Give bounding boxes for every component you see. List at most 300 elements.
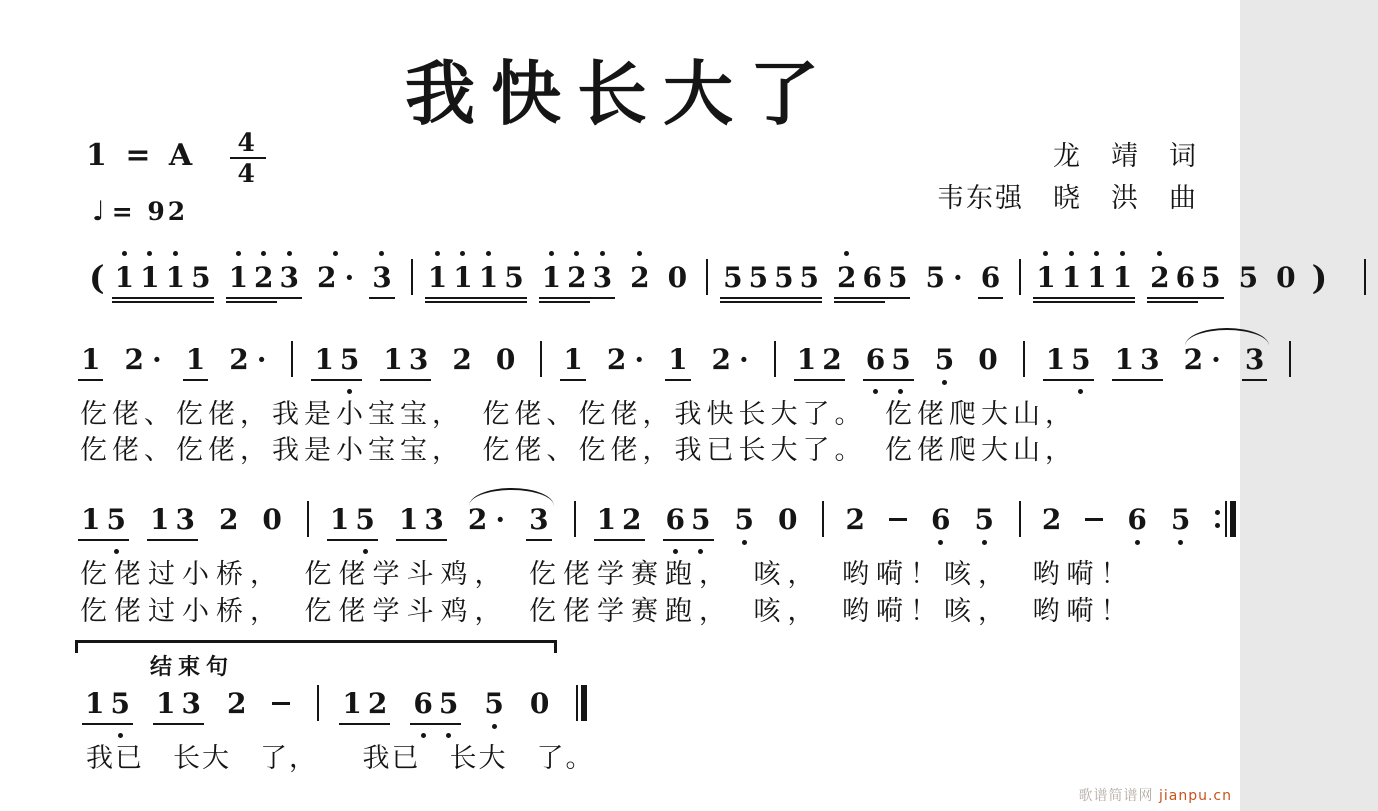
slot-mid [922,259,965,295]
beam-line [112,301,137,303]
note [501,248,526,317]
slot-mid [251,259,276,295]
beam-slot [224,721,249,733]
barline [1215,490,1236,559]
beam-slot [1236,295,1261,307]
beam-slot [396,537,421,549]
barline [574,490,576,559]
slot-mid [720,259,745,295]
beam-line [226,301,251,303]
beam-slot [594,537,619,549]
note [1198,248,1223,317]
beam-line [594,539,619,541]
octave-dot [486,251,491,256]
octave-dot [492,724,497,729]
barline [576,674,587,743]
note-digit: 1 [314,342,334,376]
bar-thin [540,341,542,377]
note-digit: 5 [774,260,794,294]
note-digit: 1 [1061,260,1082,294]
note-digit: 1 [155,686,176,720]
beam-line [82,723,107,725]
beam-slot [842,537,867,549]
barline-row [317,685,319,721]
slot-mid [797,259,822,295]
note [1173,248,1198,317]
slot-mid [339,685,364,721]
note [860,248,885,317]
beam-slot [688,537,713,549]
beam-slot [1168,537,1193,549]
barline [291,330,293,399]
note [277,248,302,317]
slot-mid [1236,259,1261,295]
note [163,248,188,317]
beam-slot [1059,295,1084,307]
note [978,248,1003,317]
octave-dot [435,251,440,256]
note-digit: 5 [484,686,504,720]
note [771,248,796,317]
lyricist-credit: 龙 靖 词 [1053,141,1198,172]
note-digit: 1 [342,686,362,720]
note [888,330,913,399]
bar-thick [1230,501,1236,537]
slot-top [251,248,276,259]
slot-top [594,490,619,501]
octave-dot [1078,389,1083,394]
beam-slot [527,721,552,733]
note [1039,490,1064,559]
slot-top [226,330,269,341]
note [604,330,647,399]
slot-mid [1110,259,1135,295]
slot-mid [539,259,564,295]
slot-top [78,330,103,341]
beam-slot [627,295,652,307]
beam-slot [436,721,461,733]
slot-top [406,330,431,341]
slot-top [775,490,800,501]
slot-mid [928,501,953,537]
note-digit: 3 [1140,342,1160,376]
note-digit: 5 [888,260,908,294]
beam-line [311,379,336,381]
beam-line [1112,379,1137,381]
slot-top [337,330,362,341]
slot-top [78,490,103,501]
slot-mid [1112,341,1137,377]
beam-line [103,539,128,541]
note-digit: 5 [748,260,769,294]
slot-top [1236,248,1261,259]
slot-mid [103,501,128,537]
octave-dot [742,540,747,545]
slot-top [277,248,302,259]
slot-mid [277,259,302,295]
note [1273,248,1298,317]
beam-slot [564,295,589,307]
slot-top [1112,330,1137,341]
beam-line [1147,297,1172,299]
note [1147,248,1172,317]
slot-mid [794,341,819,377]
slot-top [576,674,587,685]
note-digit: 0 [529,686,550,720]
note-digit: 0 [1276,260,1296,294]
slot-top [493,330,518,341]
beam-slot [590,295,615,307]
note-digit: 1 [85,686,105,720]
note-digit: 3 [592,260,613,294]
barline-row [1215,501,1236,537]
beam-line [590,297,615,299]
note-digit: 3 [408,342,429,376]
beam-line [226,297,251,299]
beam-slot [746,295,771,307]
slot-top [975,330,1000,341]
slot-top [450,248,475,259]
beam-slot [1082,537,1106,549]
beam-line [834,301,859,303]
slot-top [619,490,644,501]
note-digit: 5 [1071,342,1091,376]
note-digit: 3 [529,502,549,536]
beam-slot [291,377,293,389]
beam-slot [465,537,508,549]
note [1110,248,1135,317]
note [421,490,446,559]
beam-slot [663,537,688,549]
beam-line [251,297,276,299]
slot-mid [449,341,474,377]
slot-top [107,674,132,685]
note-digit: 2 [1150,260,1170,294]
note [975,330,1000,399]
beam-line [1084,297,1109,299]
barline-row [291,341,293,377]
slot-top [436,674,461,685]
beam-line [619,539,644,541]
note-digit: 1 [541,260,562,294]
bar-thin [574,501,576,537]
slot-mid [1019,259,1021,295]
note-digit: 2 [452,342,472,376]
bar-thin [1019,501,1021,537]
beam-line [1059,297,1084,299]
duration-dot: · [739,342,749,376]
beam-slot [619,537,644,549]
beam-slot [411,295,413,307]
note [251,248,276,317]
beam-slot [1068,377,1093,389]
note-digit: 2 [367,686,388,720]
slot-mid [863,341,888,377]
beam-slot [1023,377,1025,389]
note-digit: 2 [218,502,239,536]
note-digit: 5 [1238,260,1259,294]
beam-line [1033,297,1058,299]
barline [822,490,824,559]
watermark-site-name: 歌谱简谱网 [1078,788,1159,804]
note [78,330,103,399]
note [476,248,501,317]
slot-mid [665,341,690,377]
note [539,248,564,317]
beam-slot [103,537,128,549]
note [720,248,745,317]
beam-slot [1019,295,1021,307]
duration-dash [1085,518,1103,521]
note [78,490,103,559]
note [311,330,336,399]
slot-top [153,674,178,685]
slot-mid [476,259,501,295]
slot-top [797,248,822,259]
slot-top [411,248,413,259]
time-signature-bottom: 4 [237,159,259,188]
slot-mid [226,259,251,295]
note-digit: 5 [723,260,743,294]
octave-dot [261,251,266,256]
octave-dot [333,251,338,256]
note-digit: 0 [495,342,516,376]
slot-mid [501,259,526,295]
slot-mid [1033,259,1058,295]
note [688,490,713,559]
time-signature-top: 4 [237,128,259,157]
music-line-coda [82,674,607,743]
slur [465,490,570,559]
slot-mid [527,685,552,721]
beam-line [406,379,431,381]
note [1043,330,1068,399]
beam-line [688,539,713,541]
slot-mid [259,501,284,537]
note [226,330,269,399]
beam-slot [860,295,885,307]
duration-dot: · [634,342,645,376]
slot-top [1364,248,1366,259]
beam-slot [1137,377,1162,389]
slot-top [1082,490,1106,501]
slot-top [604,330,647,341]
note [147,490,172,559]
slot-mid [1019,501,1021,537]
note [775,490,800,559]
beam-slot [975,377,1000,389]
octave-dot [982,540,987,545]
note [380,330,405,399]
slot-mid [380,341,405,377]
beam-slot [539,295,564,307]
note [922,248,965,317]
note [834,248,859,317]
note [709,330,752,399]
slot-mid [1168,501,1193,537]
note-digit: 1 [114,260,135,294]
note-digit: 2 [822,342,842,376]
bar-thin [1023,341,1025,377]
ending-bracket [75,640,557,653]
note-digit: 1 [81,502,101,536]
note-digit: 2 [622,502,642,536]
slot-top [317,674,319,685]
beam-line [163,297,188,299]
note [112,248,137,317]
slot-mid [590,259,615,295]
slot-top [1215,490,1236,501]
beam-slot [82,721,107,733]
barline-row [1364,259,1366,295]
slot-top [501,248,526,259]
beam-line [860,301,885,303]
note [226,248,251,317]
slot-mid [842,501,867,537]
beam-line [1110,301,1135,303]
slot-mid [224,685,249,721]
slot-top [928,490,953,501]
note-digit: 3 [181,686,201,720]
dash-cell [1082,490,1106,559]
slot-mid [121,341,164,377]
slot-top [819,330,844,341]
slot-mid [465,501,508,537]
bar-thin [317,685,319,721]
beam-slot [493,377,518,389]
barline [1023,330,1025,399]
slot-mid [574,501,576,537]
note [425,248,450,317]
beam-slot [526,537,551,549]
slot-mid [163,259,188,295]
beam-line [771,301,796,303]
note-digit: 1 [796,342,817,376]
note [450,248,475,317]
note-digit: 2 [567,260,587,294]
slot-mid [978,259,1003,295]
beam-slot [822,537,824,549]
note [819,330,844,399]
beam-slot [380,377,405,389]
slot-top [1033,248,1058,259]
slot-top [1124,490,1149,501]
paren [88,248,106,317]
beam-slot [425,295,450,307]
bar-thin [1289,341,1291,377]
beam-line [665,379,690,381]
note [481,674,506,743]
slot-mid [775,501,800,537]
slot-mid [78,501,103,537]
beam-line [797,297,822,299]
beam-slot [1198,295,1223,307]
beam-slot [1147,295,1172,307]
slot-mid [594,501,619,537]
slot-mid [1059,259,1084,295]
beam-slot [1215,537,1236,549]
slot-mid [819,341,844,377]
note [107,674,132,743]
note-digit: 1 [563,342,583,376]
slot-mid [576,685,587,721]
slot-mid [481,685,506,721]
octave-dot [460,251,465,256]
slot-top [226,248,251,259]
note-digit: 5 [110,686,130,720]
beam-slot [775,537,800,549]
note [594,490,619,559]
beam-slot [732,537,757,549]
octave-dot [236,251,241,256]
note-digit: 6 [1175,260,1196,294]
note [314,248,357,317]
quarter-note-icon: ♩ [92,196,108,227]
slot-mid [932,341,957,377]
octave-dot [1178,540,1183,545]
beam-slot [560,377,585,389]
slot-mid [1137,341,1162,377]
slot-top [978,248,1003,259]
beam-line [421,539,446,541]
beam-line [188,297,213,299]
beam-line [1068,379,1093,381]
slot-top [794,330,819,341]
slot-top [410,674,435,685]
slot-mid [771,259,796,295]
time-signature [230,130,266,186]
slot-top [307,490,309,501]
beam-line [888,379,913,381]
note-digit: 1 [185,342,206,376]
slot-mid [269,685,293,721]
slot-mid [107,685,132,721]
beam-line [365,723,390,725]
note [619,490,644,559]
slot-mid [886,501,910,537]
note [1236,248,1261,317]
slot-mid: ( [89,257,105,297]
beam-slot [1043,377,1068,389]
bar-thin [307,501,309,537]
slot-mid [1084,259,1109,295]
slot-mid [860,259,885,295]
octave-dot [1157,251,1162,256]
barline-row [1289,341,1291,377]
beam-line [1084,301,1109,303]
beam-line [1033,301,1058,303]
beam-line [277,297,302,299]
note-digit: 1 [427,260,448,294]
barline [540,330,542,399]
beam-slot [163,295,188,307]
beam-slot [183,377,208,389]
note-digit: 2 [254,260,274,294]
beam-slot [153,721,178,733]
note-digit: 2 [1041,502,1062,536]
slot-mid [627,259,652,295]
note-digit: 1 [329,502,350,536]
bar-thin [576,685,578,721]
note-digit: 5 [355,502,375,536]
slur [1181,330,1286,399]
beam-slot [369,295,394,307]
beam-slot [709,377,752,389]
slot-mid [337,341,362,377]
note-digit: 1 [228,260,249,294]
slot-top [1110,248,1135,259]
octave-dot [122,251,127,256]
